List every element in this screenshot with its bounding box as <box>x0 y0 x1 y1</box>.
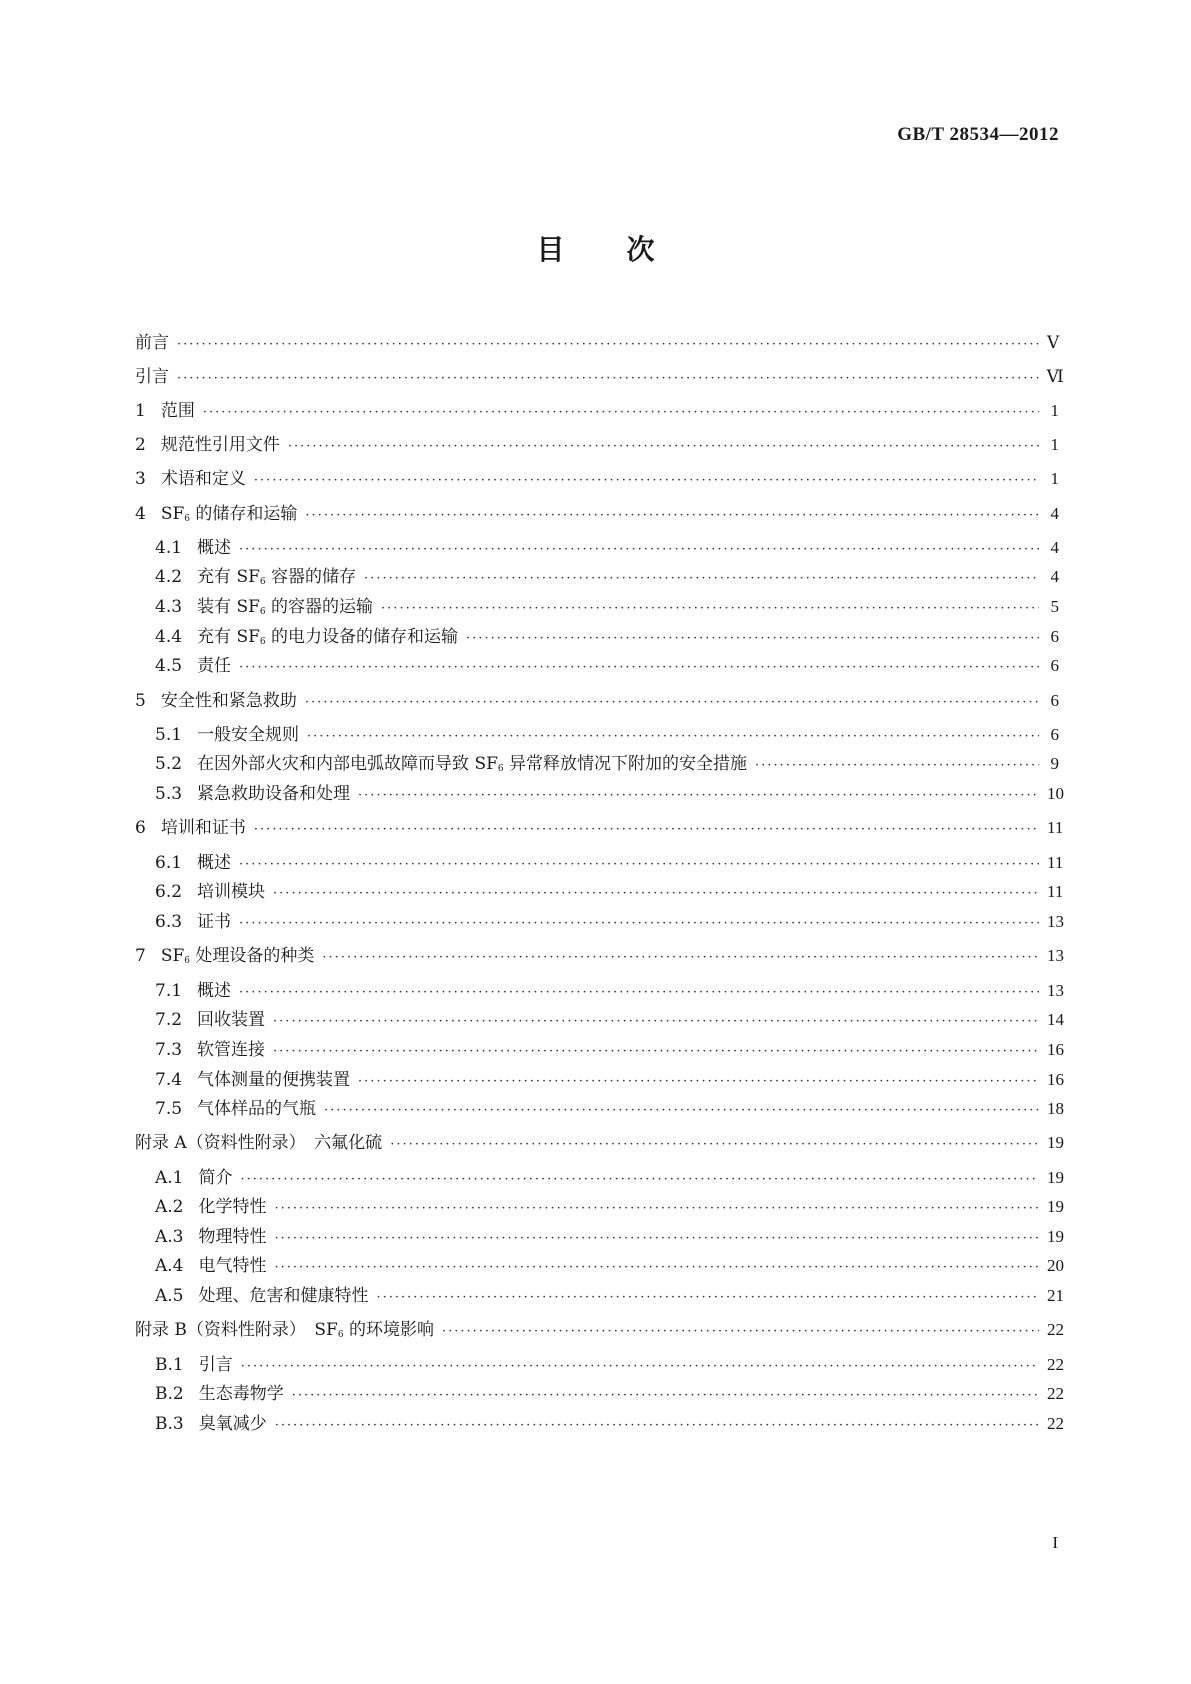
toc-entry[interactable] <box>135 466 1059 492</box>
toc-entry-label: 臭氧减少 <box>198 1414 267 1434</box>
toc-entry-label-text: 装有 SF <box>197 597 260 617</box>
toc-entry-label <box>197 564 356 595</box>
toc-entry[interactable] <box>135 364 1064 390</box>
dot-leader <box>273 1039 1039 1065</box>
toc-entry-number: A.1 <box>155 1168 184 1188</box>
toc-entry-label: 处理、危害和健康特性 <box>198 1286 369 1306</box>
toc-entry-label: 概述 <box>197 538 232 558</box>
dot-leader <box>390 1132 1039 1158</box>
toc-entry-label: 电气特性 <box>198 1256 267 1276</box>
toc-entry[interactable] <box>155 1411 1064 1437</box>
toc-entry-page: 19 <box>1047 1133 1064 1152</box>
toc-entry-page: 4 <box>1050 567 1059 586</box>
toc-entry-label <box>161 501 298 532</box>
toc-entry-number: 6 <box>135 818 146 838</box>
dot-leader <box>442 1319 1039 1345</box>
toc-entry-label-text: 附录 B（资料性附录） SF <box>135 1320 338 1340</box>
dot-leader <box>241 1354 1039 1380</box>
toc-entry[interactable] <box>135 943 1064 969</box>
dot-leader <box>324 1098 1039 1124</box>
toc-entry-page: 22 <box>1047 1320 1064 1339</box>
toc-entry-number: 4.1 <box>155 538 183 558</box>
dot-leader <box>377 1285 1040 1311</box>
toc-entry-number: 7.1 <box>155 981 183 1001</box>
standard-code: GB/T 28534—2012 <box>897 124 1059 145</box>
toc-entry-page: 4 <box>1050 504 1059 523</box>
toc-entry-page: 22 <box>1047 1414 1064 1433</box>
toc-entry-label: 软管连接 <box>197 1040 266 1060</box>
toc-entry[interactable] <box>135 432 1059 458</box>
toc-entry-label: 概述 <box>197 981 232 1001</box>
toc-entry[interactable] <box>135 1317 1064 1343</box>
toc-entry[interactable] <box>155 751 1059 777</box>
toc-entry-page: 6 <box>1050 725 1059 744</box>
toc-entry-number: 3 <box>135 469 146 489</box>
toc-entry-label: 气体样品的气瓶 <box>197 1099 317 1119</box>
toc-entry-number: A.5 <box>155 1286 184 1306</box>
toc-entry-label: 化学特性 <box>198 1197 267 1217</box>
dot-leader <box>254 468 1039 494</box>
dot-leader <box>322 945 1039 971</box>
toc-entry-label: 规范性引用文件 <box>160 435 280 455</box>
toc-entry-number: 1 <box>135 401 146 421</box>
toc-entry-page: 6 <box>1050 656 1059 675</box>
toc-entry-label <box>135 1317 434 1348</box>
toc-entry-page: 11 <box>1047 882 1064 901</box>
toc-entry-label: 附录 A（资料性附录） 六氟化硫 <box>135 1133 383 1153</box>
toc-entry[interactable] <box>155 781 1064 807</box>
toc-entry-label: 简介 <box>198 1168 233 1188</box>
toc-entry-number: B.1 <box>155 1355 184 1375</box>
toc-entry-page: 18 <box>1047 1099 1064 1118</box>
subscript: 6 <box>259 637 266 647</box>
toc-entry[interactable] <box>155 1283 1064 1309</box>
toc-entry-label: 引言 <box>135 367 169 387</box>
dot-leader <box>466 626 1039 652</box>
toc-entry[interactable] <box>135 501 1059 527</box>
dot-leader <box>307 724 1039 750</box>
toc-entry-number: 7.5 <box>155 1099 183 1119</box>
toc-entry[interactable] <box>155 535 1059 561</box>
toc-entry-label: 物理特性 <box>198 1227 267 1247</box>
toc-entry-page: 22 <box>1047 1355 1064 1374</box>
toc-entry-number: 4.5 <box>155 656 183 676</box>
dot-leader <box>177 332 1039 358</box>
toc-entry[interactable] <box>155 1352 1064 1378</box>
toc-entry[interactable] <box>155 879 1064 905</box>
subscript: 6 <box>337 1330 344 1340</box>
dot-leader <box>358 783 1039 809</box>
toc-entry-number: 4 <box>135 504 146 524</box>
toc-entry-page: 14 <box>1047 1010 1064 1029</box>
toc-entry-page: 10 <box>1047 784 1064 803</box>
toc-entry-label: 培训和证书 <box>160 818 246 838</box>
toc-entry-label: 紧急救助设备和处理 <box>197 784 351 804</box>
dot-leader <box>239 655 1039 681</box>
toc-entry-page: 19 <box>1047 1168 1064 1187</box>
toc-entry-number: B.3 <box>155 1414 184 1434</box>
toc-entry-page: 1 <box>1050 435 1059 454</box>
toc-entry-label: 前言 <box>135 333 169 353</box>
toc-entry-page: 20 <box>1047 1256 1064 1275</box>
toc-entry-page: 11 <box>1047 818 1064 837</box>
toc-entry-label: 范围 <box>160 401 195 421</box>
toc-entry[interactable] <box>155 1165 1064 1191</box>
toc-entry[interactable] <box>155 1067 1064 1093</box>
dot-leader <box>241 1167 1040 1193</box>
toc-entry-number: 7.3 <box>155 1040 183 1060</box>
toc-entry[interactable] <box>155 594 1059 620</box>
toc-entry[interactable] <box>135 330 1059 356</box>
toc-entry-number: 6.3 <box>155 912 183 932</box>
subscript: 6 <box>184 514 191 524</box>
dot-leader <box>305 503 1039 529</box>
toc-entry-label: 引言 <box>198 1355 233 1375</box>
dot-leader <box>381 596 1039 622</box>
toc-entry-page: 19 <box>1047 1227 1064 1246</box>
dot-leader <box>275 1196 1040 1222</box>
toc-entry-number: 2 <box>135 435 146 455</box>
toc-entry-number: A.3 <box>155 1227 184 1247</box>
toc-entry-number: 4.2 <box>155 567 183 587</box>
toc-entry-page: Ⅵ <box>1046 367 1064 386</box>
toc-entry[interactable] <box>135 1130 1064 1156</box>
toc-entry-label: 证书 <box>197 912 232 932</box>
toc-entry-label-text: 的环境影响 <box>343 1320 434 1340</box>
toc-entry[interactable] <box>155 850 1064 876</box>
toc-entry-label-text: 的容器的运输 <box>265 597 374 617</box>
toc-entry[interactable] <box>155 1037 1064 1063</box>
toc-entry[interactable] <box>155 1224 1064 1250</box>
toc-entry-page: 11 <box>1047 853 1064 872</box>
toc-entry-page: 1 <box>1050 401 1059 420</box>
toc-entry-page: 19 <box>1047 1197 1064 1216</box>
toc-entry-label: 培训模块 <box>197 882 266 902</box>
toc-entry-number: A.4 <box>155 1256 184 1276</box>
toc-entry-label-text: 的储存和运输 <box>190 504 298 524</box>
dot-leader <box>177 366 1039 392</box>
dot-leader <box>755 753 1039 779</box>
toc-entry-page: 5 <box>1050 597 1059 616</box>
toc-entry[interactable] <box>155 564 1059 590</box>
dot-leader <box>273 881 1039 907</box>
toc-entry[interactable] <box>135 398 1059 424</box>
toc-entry[interactable] <box>155 1253 1064 1279</box>
toc-entry-number: 6.1 <box>155 853 183 873</box>
toc-entry-number: B.2 <box>155 1384 184 1404</box>
dot-leader <box>239 911 1039 937</box>
toc-entry-label-text: SF <box>160 946 185 966</box>
toc-entry[interactable] <box>155 1007 1064 1033</box>
toc-entry-label-text: 充有 SF <box>197 567 260 587</box>
toc-entry-number: 7 <box>135 946 146 966</box>
toc-entry[interactable] <box>155 722 1059 748</box>
toc-entry-label-text: 处理设备的种类 <box>190 946 315 966</box>
toc-entry-page: 13 <box>1047 912 1064 931</box>
toc-entry-number: 4.4 <box>155 627 183 647</box>
toc-entry[interactable] <box>155 1381 1064 1407</box>
toc-entry-label-text: 在因外部火灾和内部电弧故障而导致 SF <box>197 754 498 774</box>
toc-entry-page: 9 <box>1050 754 1059 773</box>
toc-entry-label <box>197 594 373 625</box>
dot-leader <box>305 690 1039 716</box>
toc-entry[interactable] <box>155 978 1064 1004</box>
toc-entry-number: 6.2 <box>155 882 183 902</box>
toc-entry-page: 13 <box>1047 981 1064 1000</box>
toc-entry-page: 22 <box>1047 1384 1064 1403</box>
toc-entry-label: 术语和定义 <box>160 469 246 489</box>
toc-entry-page: 16 <box>1047 1040 1064 1059</box>
toc-entry-page: 21 <box>1047 1286 1064 1305</box>
toc-entry-number: 5.1 <box>155 725 183 745</box>
toc-entry-label-text: 充有 SF <box>197 627 260 647</box>
toc-entry-label-text: 容器的储存 <box>265 567 357 587</box>
toc-entry-page: 4 <box>1050 538 1059 557</box>
toc-entry-page: 16 <box>1047 1070 1064 1089</box>
toc-entry-number: 5.3 <box>155 784 183 804</box>
toc-entry[interactable] <box>135 815 1064 841</box>
toc-entry-label: 责任 <box>197 656 232 676</box>
toc-entry-label-text: SF <box>160 504 185 524</box>
toc-entry-number: A.2 <box>155 1197 184 1217</box>
toc-entry-label: 生态毒物学 <box>198 1384 284 1404</box>
dot-leader <box>275 1413 1039 1439</box>
toc-entry-label <box>197 624 458 655</box>
toc-entry-number: 5 <box>135 691 146 711</box>
toc-entry[interactable] <box>155 1194 1064 1220</box>
toc-entry-label-text: 异常释放情况下附加的安全措施 <box>503 754 748 774</box>
toc-entry-page: 1 <box>1050 469 1059 488</box>
page-number: I <box>1052 1533 1058 1552</box>
dot-leader <box>239 537 1039 563</box>
subscript: 6 <box>184 956 191 966</box>
dot-leader <box>239 980 1039 1006</box>
dot-leader <box>358 1069 1039 1095</box>
toc-entry-label: 安全性和紧急救助 <box>160 691 297 711</box>
page-title: 目次 <box>536 233 717 266</box>
toc-entry-label <box>161 943 315 974</box>
subscript: 6 <box>259 577 266 587</box>
toc-entry-label: 一般安全规则 <box>197 725 300 745</box>
toc-entry-page: Ⅴ <box>1047 333 1060 352</box>
dot-leader <box>203 400 1039 426</box>
toc-entry-label: 气体测量的便携装置 <box>197 1070 351 1090</box>
toc-entry[interactable] <box>155 624 1059 650</box>
subscript: 6 <box>497 764 504 774</box>
dot-leader <box>273 1009 1039 1035</box>
toc-entry-number: 5.2 <box>155 754 183 774</box>
subscript: 6 <box>259 607 266 617</box>
dot-leader <box>275 1255 1040 1281</box>
dot-leader <box>288 434 1039 460</box>
dot-leader <box>292 1383 1039 1409</box>
dot-leader <box>239 852 1039 878</box>
toc-entry-page: 6 <box>1050 627 1059 646</box>
toc-entry-number: 7.2 <box>155 1010 183 1030</box>
toc-entry-label <box>197 751 747 782</box>
toc-entry-label-text: 的电力设备的储存和运输 <box>265 627 459 647</box>
toc-entry[interactable] <box>155 909 1064 935</box>
toc-entry-page: 13 <box>1047 946 1064 965</box>
toc-entry-page: 6 <box>1050 691 1059 710</box>
toc-entry-label: 回收装置 <box>197 1010 266 1030</box>
toc-entry[interactable] <box>155 1096 1064 1122</box>
toc-entry-label: 概述 <box>197 853 232 873</box>
toc-entry[interactable] <box>135 688 1059 714</box>
dot-leader <box>254 817 1039 843</box>
dot-leader <box>364 566 1039 592</box>
dot-leader <box>275 1226 1040 1252</box>
toc-entry-number: 4.3 <box>155 597 183 617</box>
toc-entry[interactable] <box>155 653 1059 679</box>
toc-entry-number: 7.4 <box>155 1070 183 1090</box>
